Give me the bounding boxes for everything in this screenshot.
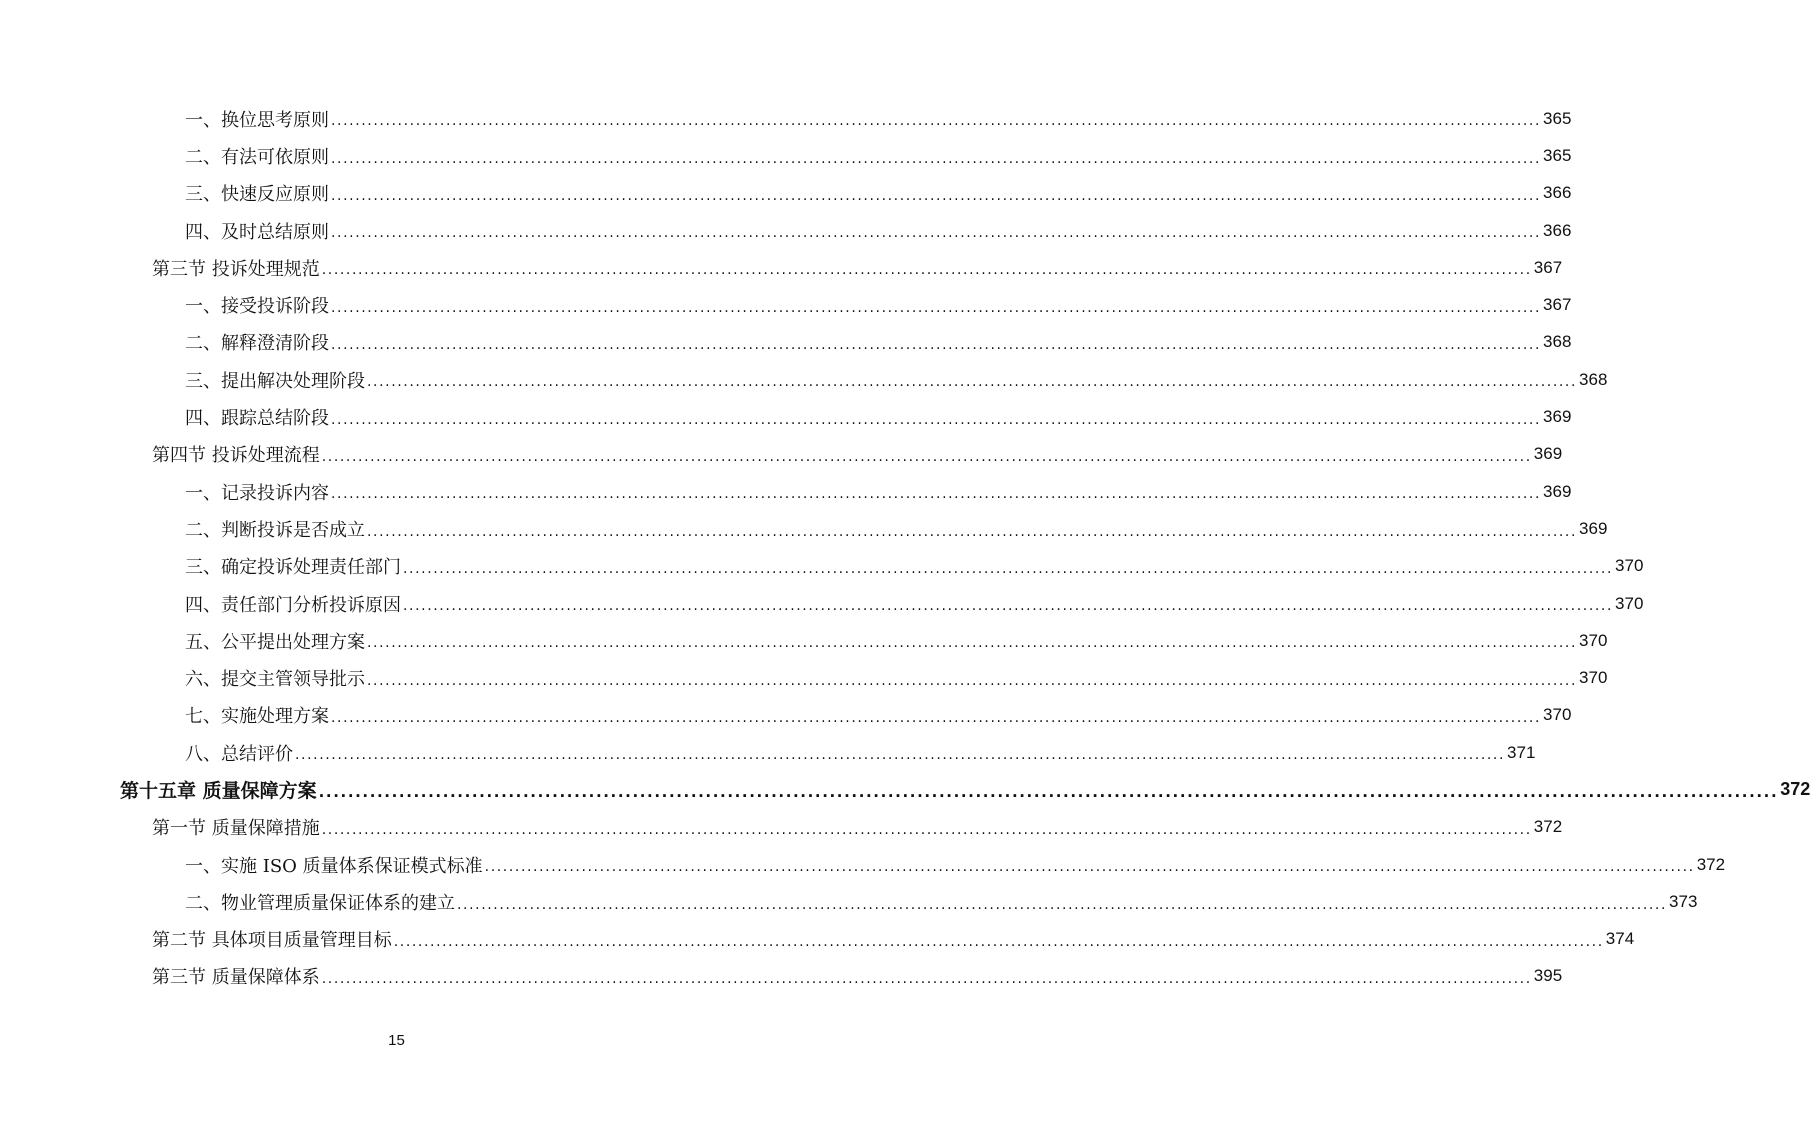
dot-leader: ........................................................................................................................................................................................................ bbox=[331, 225, 1542, 242]
toc-entry[interactable] bbox=[0, 286, 1572, 323]
toc-entry-page: 371 bbox=[1507, 742, 1536, 762]
toc-entry[interactable] bbox=[0, 137, 1572, 174]
toc-entry-title: 一、实施 ISO 质量体系保证模式标准 bbox=[185, 855, 483, 877]
toc-entry[interactable] bbox=[0, 734, 1536, 771]
dot-leader: ........................................................................................................................................................................................................ bbox=[403, 560, 1614, 577]
toc-entry[interactable] bbox=[0, 212, 1572, 249]
dot-leader: ........................................................................................................................................................................................................ bbox=[331, 299, 1542, 316]
toc-entry-title: 二、有法可依原则 bbox=[185, 146, 329, 168]
dot-leader: ........................................................................................................................................................................................................ bbox=[403, 598, 1614, 615]
dot-leader: ........................................................................................................................................................................................................ bbox=[295, 747, 1506, 764]
dot-leader: ........................................................................................................................................................................................................ bbox=[331, 337, 1542, 354]
toc-entry[interactable] bbox=[0, 659, 1608, 696]
toc-entry[interactable] bbox=[0, 846, 1726, 883]
toc-entry-page: 372 bbox=[1780, 779, 1810, 800]
dot-leader: ........................................................................................................................................................................................................ bbox=[331, 113, 1542, 130]
table-of-contents bbox=[0, 100, 1810, 995]
toc-entry-page: 369 bbox=[1579, 518, 1608, 538]
toc-entry-page: 367 bbox=[1533, 257, 1563, 277]
toc-entry[interactable] bbox=[0, 361, 1608, 398]
dot-leader: ........................................................................................................................................................................................................ bbox=[331, 187, 1542, 204]
toc-entry-page: 370 bbox=[1615, 593, 1644, 613]
dot-leader: ........................................................................................................................................................................................................ bbox=[321, 448, 1532, 465]
dot-leader: ........................................................................................................................................................................................................ bbox=[331, 150, 1542, 167]
toc-section-entry[interactable] bbox=[0, 249, 1563, 286]
toc-entry[interactable] bbox=[0, 473, 1572, 510]
toc-entry-page: 365 bbox=[1543, 145, 1572, 165]
dot-leader: ........................................................................................................................................................................................................ bbox=[367, 523, 1578, 540]
toc-section-entry[interactable] bbox=[0, 958, 1563, 995]
dot-leader: ........................................................................................................................................................................................................ bbox=[321, 262, 1532, 279]
toc-entry-title: 第一节 质量保障措施 bbox=[152, 818, 320, 840]
toc-entry-page: 370 bbox=[1579, 630, 1608, 650]
toc-entry-page: 366 bbox=[1543, 220, 1572, 240]
toc-entry-title: 七、实施处理方案 bbox=[185, 706, 329, 728]
toc-entry-title: 五、公平提出处理方案 bbox=[185, 631, 365, 653]
toc-entry-page: 367 bbox=[1543, 295, 1572, 315]
toc-entry-title: 二、解释澄清阶段 bbox=[185, 333, 329, 355]
toc-entry-page: 372 bbox=[1533, 817, 1563, 837]
toc-entry-title: 三、确定投诉处理责任部门 bbox=[185, 557, 401, 579]
dot-leader: ........................................................................................................................................................................................................ bbox=[331, 710, 1542, 727]
toc-chapter-entry[interactable] bbox=[0, 771, 1810, 808]
dot-leader: ........................................................................................................................................................................................................ bbox=[321, 821, 1532, 838]
dot-leader: ........................................................................................................................................................................................................ bbox=[484, 859, 1695, 876]
dot-leader: ........................................................................................................................................................................................................ bbox=[321, 971, 1532, 988]
toc-entry[interactable] bbox=[0, 175, 1572, 212]
dot-leader: ........................................................................................................................................................................................................ bbox=[367, 374, 1578, 391]
toc-entry[interactable] bbox=[0, 622, 1608, 659]
toc-entry-title: 八、总结评价 bbox=[185, 743, 293, 765]
toc-entry-title: 二、物业管理质量保证体系的建立 bbox=[185, 892, 455, 914]
dot-leader: ........................................................................................................................................................................................................ bbox=[318, 782, 1779, 801]
dot-leader: ........................................................................................................................................................................................................ bbox=[331, 486, 1542, 503]
toc-entry-page: 365 bbox=[1543, 108, 1572, 128]
page-number: 15 bbox=[388, 1032, 405, 1049]
dot-leader: ........................................................................................................................................................................................................ bbox=[331, 411, 1542, 428]
toc-entry[interactable] bbox=[0, 697, 1572, 734]
toc-entry-page: 374 bbox=[1605, 929, 1635, 949]
toc-entry-page: 395 bbox=[1533, 966, 1563, 986]
toc-entry-page: 370 bbox=[1615, 556, 1644, 576]
toc-entry-title: 四、跟踪总结阶段 bbox=[185, 408, 329, 430]
toc-entry[interactable] bbox=[0, 324, 1572, 361]
toc-entry-title: 三、提出解决处理阶段 bbox=[185, 370, 365, 392]
toc-entry[interactable] bbox=[0, 585, 1644, 622]
toc-entry-page: 369 bbox=[1543, 481, 1572, 501]
toc-entry-title: 一、接受投诉阶段 bbox=[185, 296, 329, 318]
toc-entry[interactable] bbox=[0, 100, 1572, 137]
dot-leader: ........................................................................................................................................................................................................ bbox=[367, 672, 1578, 689]
dot-leader: ........................................................................................................................................................................................................ bbox=[367, 635, 1578, 652]
toc-entry-title: 六、提交主管领导批示 bbox=[185, 669, 365, 691]
toc-entry[interactable] bbox=[0, 548, 1644, 585]
toc-entry[interactable] bbox=[0, 510, 1608, 547]
toc-section-entry[interactable] bbox=[0, 436, 1563, 473]
toc-entry-title: 四、及时总结原则 bbox=[185, 221, 329, 243]
toc-entry[interactable] bbox=[0, 883, 1698, 920]
toc-entry-title: 三、快速反应原则 bbox=[185, 184, 329, 206]
toc-entry-page: 368 bbox=[1543, 332, 1572, 352]
toc-entry-title: 第二节 具体项目质量管理目标 bbox=[152, 930, 392, 952]
toc-entry-page: 370 bbox=[1543, 705, 1572, 725]
toc-entry-page: 366 bbox=[1543, 183, 1572, 203]
toc-entry-title: 一、记录投诉内容 bbox=[185, 482, 329, 504]
toc-entry-title: 第三节 投诉处理规范 bbox=[152, 258, 320, 280]
toc-entry-page: 368 bbox=[1579, 369, 1608, 389]
toc-entry-title: 四、责任部门分析投诉原因 bbox=[185, 594, 401, 616]
toc-entry-page: 370 bbox=[1579, 668, 1608, 688]
toc-entry[interactable] bbox=[0, 398, 1572, 435]
toc-section-entry[interactable] bbox=[0, 809, 1563, 846]
toc-section-entry[interactable] bbox=[0, 921, 1635, 958]
toc-entry-page: 372 bbox=[1696, 854, 1726, 874]
toc-entry-page: 369 bbox=[1533, 444, 1563, 464]
dot-leader: ........................................................................................................................................................................................................ bbox=[457, 896, 1668, 913]
toc-entry-title: 一、换位思考原则 bbox=[185, 109, 329, 131]
toc-entry-title: 第三节 质量保障体系 bbox=[152, 967, 320, 989]
toc-entry-title: 第十五章 质量保障方案 bbox=[120, 780, 317, 803]
toc-entry-title: 二、判断投诉是否成立 bbox=[185, 519, 365, 541]
toc-entry-title: 第四节 投诉处理流程 bbox=[152, 445, 320, 467]
dot-leader: ........................................................................................................................................................................................................ bbox=[393, 933, 1604, 950]
toc-entry-page: 373 bbox=[1669, 891, 1698, 911]
toc-entry-page: 369 bbox=[1543, 407, 1572, 427]
